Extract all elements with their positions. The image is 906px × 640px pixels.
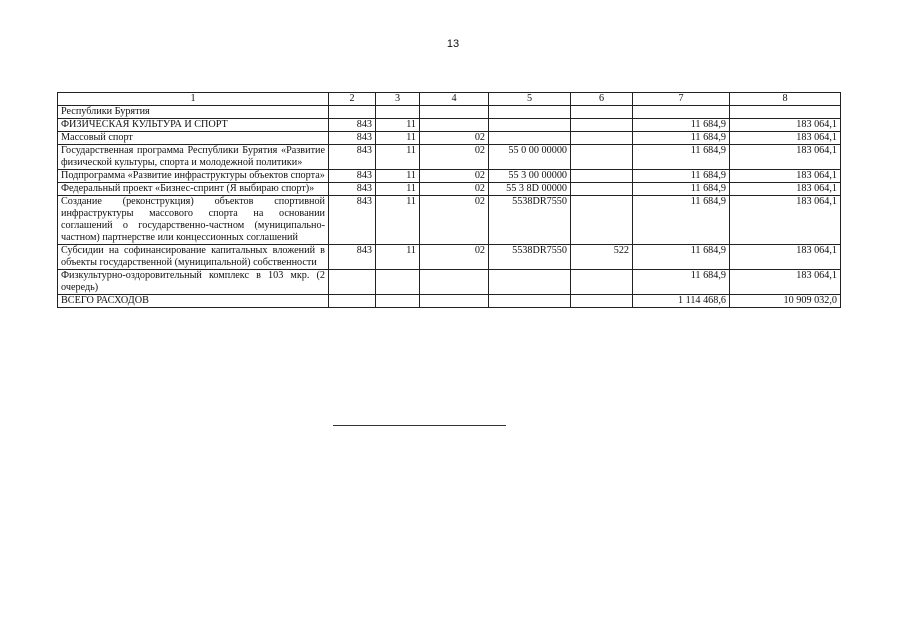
target-item-cell <box>489 119 571 132</box>
table-row <box>58 170 841 183</box>
ministry-code-cell: 843 <box>329 119 376 132</box>
target-item-cell: 55 0 00 00000 <box>489 145 571 170</box>
expense-type-cell: 522 <box>571 245 633 270</box>
column-number-header: 8 <box>730 93 841 106</box>
table-row <box>58 183 841 196</box>
name-cell: Массовый спорт <box>58 132 329 145</box>
target-item-cell <box>489 106 571 119</box>
amount-col8-cell: 183 064,1 <box>730 245 841 270</box>
table-row <box>58 145 841 170</box>
name-cell: Подпрограмма «Развитие инфраструктуры объектов спорта» <box>58 170 329 183</box>
expense-type-cell <box>571 106 633 119</box>
expense-type-cell <box>571 170 633 183</box>
ministry-code-cell: 843 <box>329 245 376 270</box>
name-cell: ФИЗИЧЕСКАЯ КУЛЬТУРА И СПОРТ <box>58 119 329 132</box>
target-item-cell <box>489 270 571 295</box>
amount-col8-cell: 183 064,1 <box>730 145 841 170</box>
amount-col8-cell: 183 064,1 <box>730 270 841 295</box>
table-row <box>58 106 841 119</box>
target-item-cell: 55 3 8D 00000 <box>489 183 571 196</box>
table-row <box>58 196 841 245</box>
ministry-code-cell: 843 <box>329 196 376 245</box>
table-row <box>58 132 841 145</box>
amount-col7-cell: 11 684,9 <box>633 196 730 245</box>
amount-col8-cell: 10 909 032,0 <box>730 295 841 308</box>
name-cell: Республики Бурятия <box>58 106 329 119</box>
subsection-cell <box>420 270 489 295</box>
column-number-header: 7 <box>633 93 730 106</box>
expense-type-cell <box>571 145 633 170</box>
section-cell: 11 <box>376 183 420 196</box>
amount-col7-cell: 11 684,9 <box>633 170 730 183</box>
expenditure-table <box>57 92 841 308</box>
expense-type-cell <box>571 183 633 196</box>
column-number-header: 4 <box>420 93 489 106</box>
page-number: 13 <box>446 38 460 50</box>
separator-line <box>333 425 506 426</box>
target-item-cell: 5538DR7550 <box>489 196 571 245</box>
amount-col8-cell: 183 064,1 <box>730 132 841 145</box>
subsection-cell: 02 <box>420 183 489 196</box>
amount-col8-cell: 183 064,1 <box>730 170 841 183</box>
target-item-cell <box>489 132 571 145</box>
target-item-cell: 55 3 00 00000 <box>489 170 571 183</box>
section-cell: 11 <box>376 145 420 170</box>
section-cell: 11 <box>376 119 420 132</box>
ministry-code-cell <box>329 295 376 308</box>
column-number-header: 3 <box>376 93 420 106</box>
expense-type-cell <box>571 119 633 132</box>
amount-col7-cell: 11 684,9 <box>633 270 730 295</box>
expense-type-cell <box>571 295 633 308</box>
subsection-cell: 02 <box>420 132 489 145</box>
ministry-code-cell <box>329 106 376 119</box>
amount-col8-cell: 183 064,1 <box>730 183 841 196</box>
expense-type-cell <box>571 132 633 145</box>
subsection-cell: 02 <box>420 170 489 183</box>
subsection-cell <box>420 119 489 132</box>
table-row <box>58 270 841 295</box>
target-item-cell: 5538DR7550 <box>489 245 571 270</box>
ministry-code-cell: 843 <box>329 145 376 170</box>
ministry-code-cell: 843 <box>329 132 376 145</box>
name-cell: Федеральный проект «Бизнес-спринт (Я выбираю спорт)» <box>58 183 329 196</box>
name-cell: Создание (реконструкция) объектов спортивной инфраструктуры массового спорта на основании соглашений о государственно-частном (муниципально-частном) партнерстве или концессионных соглашений <box>58 196 329 245</box>
target-item-cell <box>489 295 571 308</box>
name-cell: Субсидии на софинансирование капитальных вложений в объекты государственной (муниципальной) собственности <box>58 245 329 270</box>
amount-col8-cell: 183 064,1 <box>730 119 841 132</box>
column-number-header: 1 <box>58 93 329 106</box>
section-cell: 11 <box>376 170 420 183</box>
name-cell: Государственная программа Республики Бурятия «Развитие физической культуры, спорта и молодежной политики» <box>58 145 329 170</box>
column-number-header: 6 <box>571 93 633 106</box>
ministry-code-cell <box>329 270 376 295</box>
section-cell: 11 <box>376 132 420 145</box>
amount-col7-cell: 11 684,9 <box>633 245 730 270</box>
amount-col7-cell: 11 684,9 <box>633 183 730 196</box>
section-cell <box>376 295 420 308</box>
table-row <box>58 295 841 308</box>
section-cell: 11 <box>376 245 420 270</box>
table-row <box>58 245 841 270</box>
amount-col7-cell: 11 684,9 <box>633 132 730 145</box>
ministry-code-cell: 843 <box>329 183 376 196</box>
subsection-cell <box>420 295 489 308</box>
section-cell: 11 <box>376 196 420 245</box>
amount-col7-cell: 1 114 468,6 <box>633 295 730 308</box>
section-cell <box>376 106 420 119</box>
amount-col8-cell <box>730 106 841 119</box>
subsection-cell: 02 <box>420 145 489 170</box>
name-cell: ВСЕГО РАСХОДОВ <box>58 295 329 308</box>
amount-col7-cell: 11 684,9 <box>633 119 730 132</box>
expense-type-cell <box>571 196 633 245</box>
amount-col7-cell: 11 684,9 <box>633 145 730 170</box>
subsection-cell: 02 <box>420 196 489 245</box>
table-header-row <box>58 93 841 106</box>
section-cell <box>376 270 420 295</box>
amount-col8-cell: 183 064,1 <box>730 196 841 245</box>
subsection-cell <box>420 106 489 119</box>
ministry-code-cell: 843 <box>329 170 376 183</box>
name-cell: Физкультурно-оздоровительный комплекс в 103 мкр. (2 очередь) <box>58 270 329 295</box>
column-number-header: 2 <box>329 93 376 106</box>
column-number-header: 5 <box>489 93 571 106</box>
amount-col7-cell <box>633 106 730 119</box>
expense-type-cell <box>571 270 633 295</box>
table-row <box>58 119 841 132</box>
subsection-cell: 02 <box>420 245 489 270</box>
